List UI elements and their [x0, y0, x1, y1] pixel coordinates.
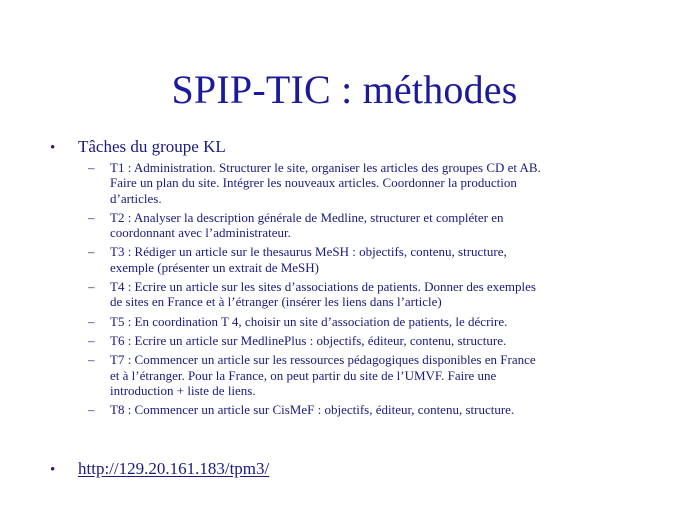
task-item-t4 [88, 279, 628, 310]
task-item-t7 [88, 352, 628, 398]
url-link[interactable]: http://129.20.161.183/tpm3/ [78, 459, 270, 478]
task-item-t3 [88, 244, 628, 275]
task-text: T3 : Rédiger un article sur le thesaurus MeSH : objectifs, contenu, structure, exemple (présenter un extrait de MeSH) [110, 244, 507, 275]
task-text: T7 : Commencer un article sur les ressources pédagogiques disponibles en France et à l’étranger. Pour la France, on peut partir du site de l’UMVF. Faire une introduction + liste de liens. [110, 352, 536, 398]
main-bullet-text: Tâches du groupe KL [78, 137, 226, 156]
task-item-t2 [88, 210, 628, 241]
dash-icon: – [88, 160, 95, 175]
task-text: T5 : En coordination T 4, choisir un site d’association de patients, le décrire. [110, 313, 508, 329]
task-list [88, 160, 628, 421]
dash-icon: – [88, 332, 95, 348]
task-text: T2 : Analyser la description générale de Medline, structurer et compléter en coordonnant avec l’administrateur. [110, 209, 504, 241]
link-bullet-item [50, 459, 269, 479]
task-item-t5 [88, 314, 628, 329]
dash-icon: – [88, 209, 95, 225]
bullet-icon: • [50, 140, 56, 156]
task-text: T1 : Administration. Structurer le site, organiser les articles des groupes CD et AB. Faire un plan du site. Intégrer les nouveaux articles. Coordonner la production d’articles. [110, 160, 541, 206]
task-item-t1 [88, 160, 628, 206]
task-text: T6 : Ecrire un article sur MedlinePlus : objectifs, éditeur, contenu, structure. [110, 332, 507, 348]
dash-icon: – [88, 402, 95, 418]
dash-icon: – [88, 279, 95, 295]
slide-title: SPIP-TIC : méthodes [171, 67, 518, 112]
task-item-t8 [88, 402, 628, 417]
bullet-icon: • [50, 462, 56, 478]
task-text: T4 : Ecrire un article sur les sites d’associations de patients. Donner des exemples de sites en France et à l’étranger (insérer les liens dans l’article) [110, 279, 536, 310]
task-text: T8 : Commencer un article sur CisMeF : objectifs, éditeur, contenu, structure. [110, 402, 515, 418]
task-item-t6 [88, 333, 628, 348]
dash-icon: – [88, 352, 95, 368]
dash-icon: – [88, 244, 95, 260]
main-bullet-item [50, 137, 226, 157]
dash-icon: – [88, 313, 95, 329]
